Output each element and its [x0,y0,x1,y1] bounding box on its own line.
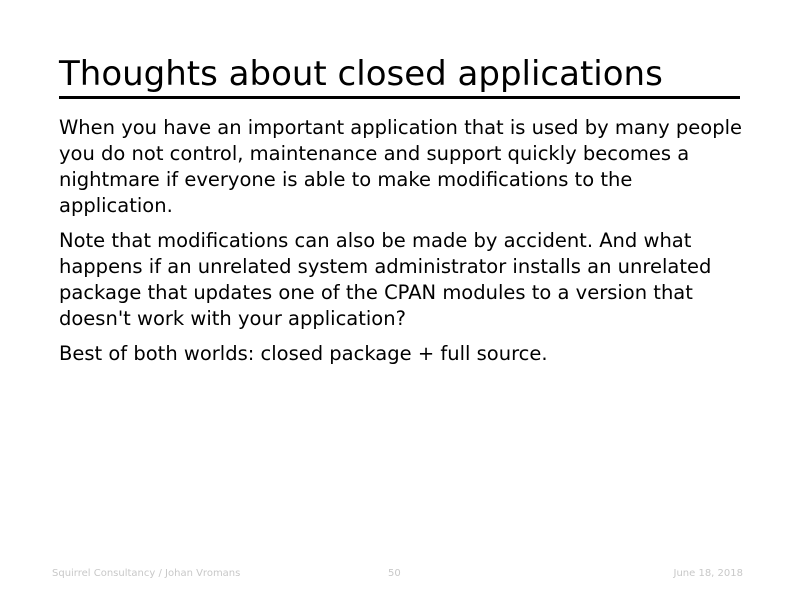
footer-page-number: 50 [388,568,401,579]
body-paragraph-3: Best of both worlds: closed package + full source. [59,342,548,365]
title-underline [59,96,740,99]
slide-body [59,115,749,376]
body-paragraph-1: When you have an important application that is used by many people you do not control, maintenance and support quickly becomes a nightmare if everyone is able to make modifications to the application. [59,116,742,217]
footer-author: Squirrel Consultancy / Johan Vromans [52,568,241,579]
body-paragraph-2: Note that modifications can also be made by accident. And what happens if an unrelated system administrator installs an unrelated package that updates one of the CPAN modules to a version that doesn't work with your application? [59,229,712,330]
footer-date: June 18, 2018 [673,568,743,579]
slide-title: Thoughts about closed applications [59,54,663,94]
